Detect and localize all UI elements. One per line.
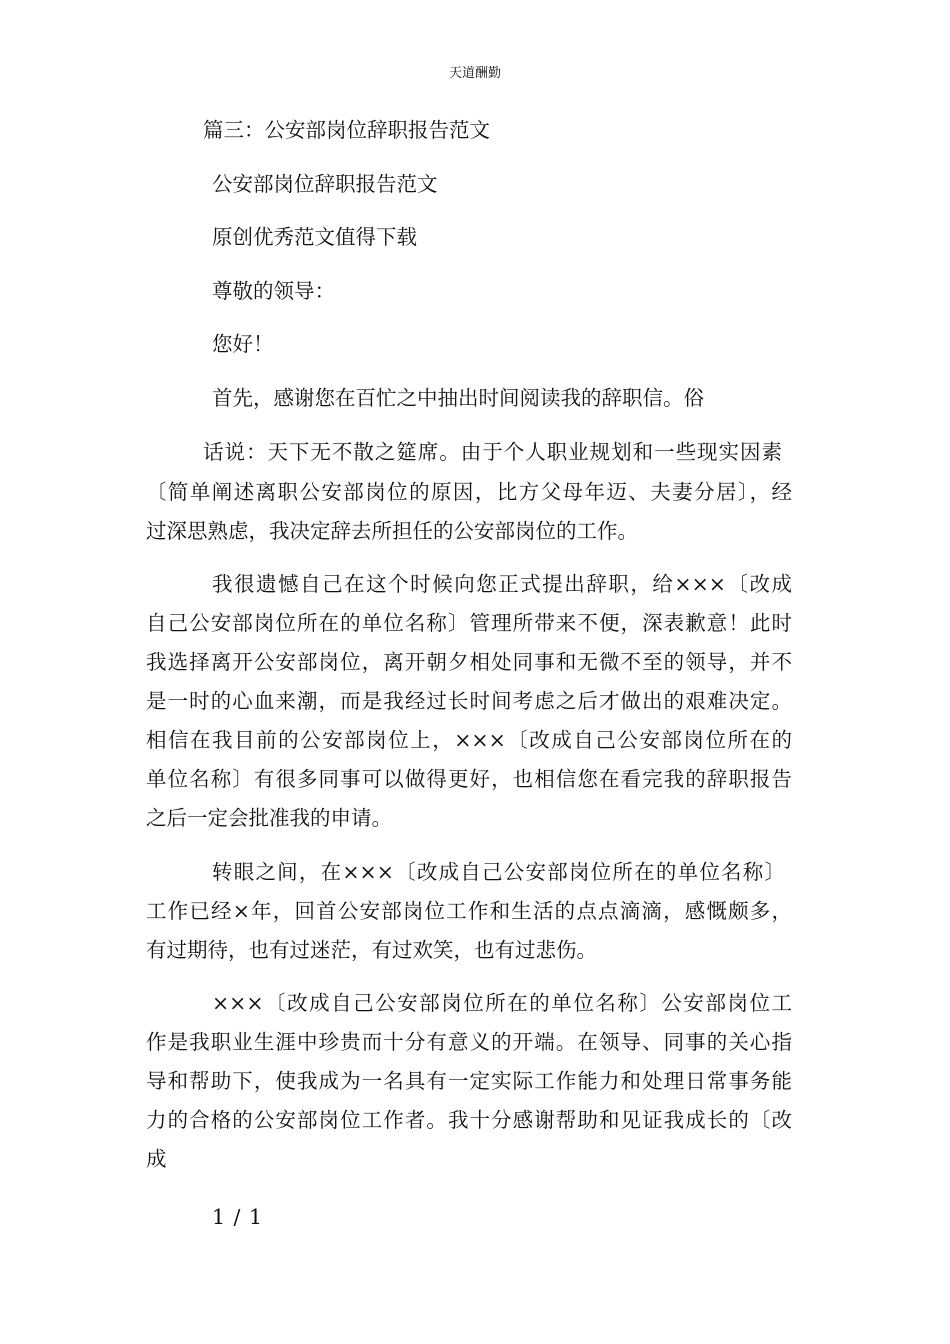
paragraph-line: 之后一定会批准我的申请。 bbox=[146, 806, 392, 830]
paragraph-line: ×××〔改成自己公安部岗位所在的单位名称〕公安部岗位工 bbox=[212, 991, 792, 1015]
paragraph-line: 话说：天下无不散之筵席。由于个人职业规划和一些现实因素 bbox=[203, 440, 782, 464]
paragraph-line: 相信在我目前的公安部岗位上，×××〔改成自己公安部岗位所在的 bbox=[146, 728, 792, 752]
paragraph-line: 导和帮助下，使我成为一名具有一定实际工作能力和处理日常事务能 bbox=[146, 1069, 792, 1093]
paragraph-line: 有过期待，也有过迷茫，有过欢笑，也有过悲伤。 bbox=[146, 938, 597, 962]
paragraph-line: 成 bbox=[146, 1147, 167, 1171]
document-title: 公安部岗位辞职报告范文 bbox=[212, 172, 438, 196]
paragraph-line: 我很遗憾自己在这个时候向您正式提出辞职，给×××〔改成 bbox=[212, 572, 792, 596]
page-number: 1 / 1 bbox=[212, 1205, 263, 1229]
salutation: 尊敬的领导： bbox=[212, 279, 335, 303]
document-subtitle: 原创优秀范文值得下载 bbox=[212, 225, 417, 249]
paragraph-line: 是一时的心血来潮，而是我经过长时间考虑之后才做出的艰难决定。 bbox=[146, 689, 792, 713]
paragraph-line: 自己公安部岗位所在的单位名称〕管理所带来不便，深表歉意！此时 bbox=[146, 611, 792, 635]
greeting: 您好！ bbox=[212, 332, 274, 356]
section-title: 篇三：公安部岗位辞职报告范文 bbox=[203, 118, 490, 142]
paragraph-line: 转眼之间，在×××〔改成自己公安部岗位所在的单位名称〕 bbox=[212, 860, 785, 884]
paragraph-line: 工作已经×年，回首公安部岗位工作和生活的点点滴滴，感慨颇多， bbox=[146, 899, 792, 923]
paragraph-line: 首先，感谢您在百忙之中抽出时间阅读我的辞职信。俗 bbox=[212, 386, 704, 410]
paragraph-line: 单位名称〕有很多同事可以做得更好，也相信您在看完我的辞职报告 bbox=[146, 767, 792, 791]
paragraph-line: 过深思熟虑，我决定辞去所担任的公安部岗位的工作。 bbox=[146, 519, 638, 543]
paragraph-line: 作是我职业生涯中珍贵而十分有意义的开端。在领导、同事的关心指 bbox=[146, 1030, 792, 1054]
paragraph-line: 我选择离开公安部岗位，离开朝夕相处同事和无微不至的领导，并不 bbox=[146, 650, 792, 674]
page-header: 天道酬勤 bbox=[448, 66, 501, 81]
paragraph-line: 〔简单阐述离职公安部岗位的原因，比方父母年迈、夫妻分居〕，经 bbox=[146, 480, 792, 504]
paragraph-line: 力的合格的公安部岗位工作者。我十分感谢帮助和见证我成长的〔改 bbox=[146, 1108, 792, 1132]
